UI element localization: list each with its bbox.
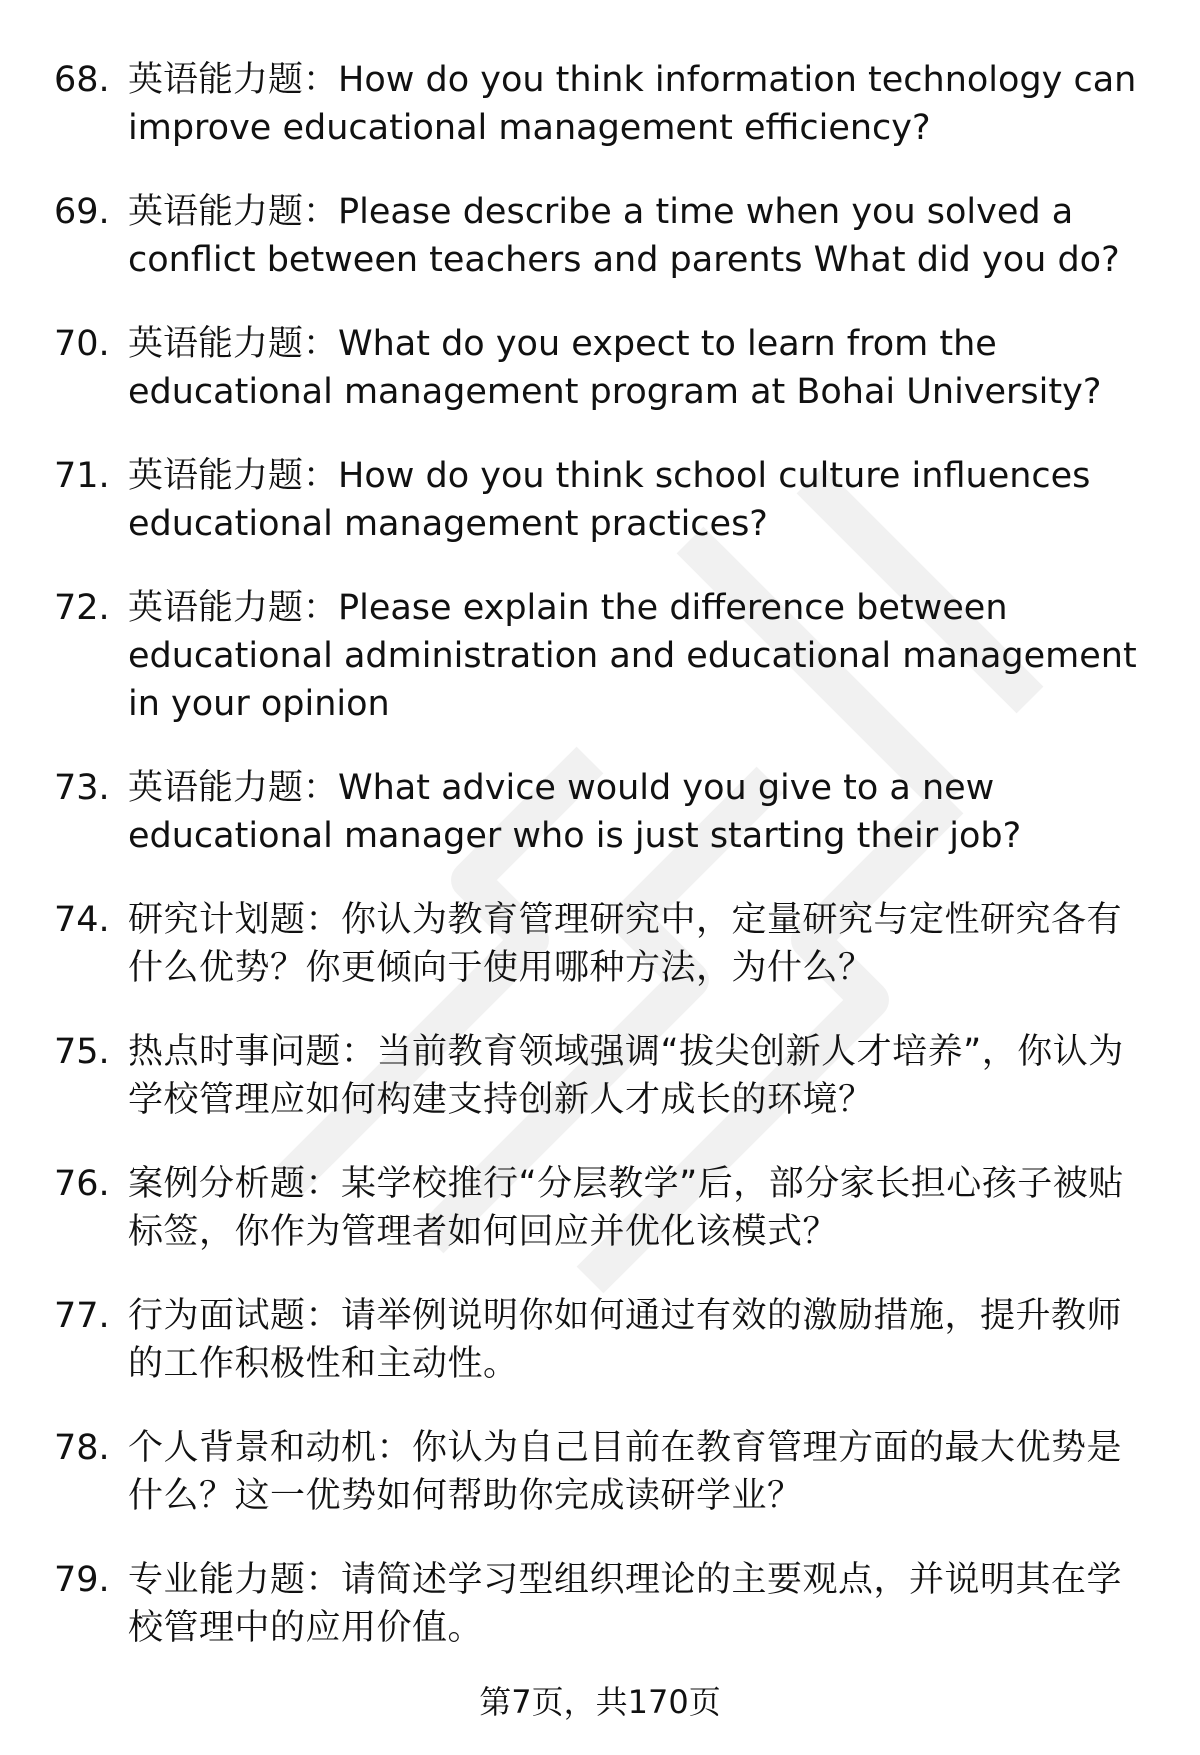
question-text: 英语能力题：How do you think information technology can improve educational management efficiency? xyxy=(128,60,1137,148)
question-list xyxy=(0,56,1200,1688)
question-number: 79. xyxy=(54,1560,110,1600)
question-text: 案例分析题：某学校推行“分层教学”后，部分家长担心孩子被贴标签，你作为管理者如何回应并优化该模式？ xyxy=(128,1164,1124,1252)
question-text: 英语能力题：How do you think school culture influences educational management practices? xyxy=(128,456,1091,544)
question-number: 72. xyxy=(54,588,110,628)
question-number: 74. xyxy=(54,900,110,940)
question-item xyxy=(0,764,1200,860)
question-number: 68. xyxy=(54,60,110,100)
question-text: 英语能力题：Please describe a time when you solved a conflict between teachers and parents What did you do? xyxy=(128,192,1120,280)
question-item xyxy=(0,1424,1200,1520)
question-item xyxy=(0,1556,1200,1652)
question-number: 71. xyxy=(54,456,110,496)
question-item xyxy=(0,320,1200,416)
question-text: 研究计划题：你认为教育管理研究中，定量研究与定性研究各有什么优势？你更倾向于使用哪种方法，为什么？ xyxy=(128,900,1123,988)
question-number: 78. xyxy=(54,1428,110,1468)
question-text: 行为面试题：请举例说明你如何通过有效的激励措施，提升教师的工作积极性和主动性。 xyxy=(128,1296,1123,1384)
question-item xyxy=(0,584,1200,728)
question-item xyxy=(0,56,1200,152)
question-text: 个人背景和动机：你认为自己目前在教育管理方面的最大优势是什么？这一优势如何帮助你完成读研学业？ xyxy=(128,1428,1123,1516)
question-text: 英语能力题：What do you expect to learn from the educational management program at Bohai University? xyxy=(128,324,1102,412)
question-item xyxy=(0,896,1200,992)
question-number: 75. xyxy=(54,1032,110,1072)
question-item xyxy=(0,188,1200,284)
question-text: 专业能力题：请简述学习型组织理论的主要观点，并说明其在学校管理中的应用价值。 xyxy=(128,1560,1123,1648)
page-number-label: 第7页，共170页 xyxy=(479,1683,721,1721)
question-text: 热点时事问题：当前教育领域强调“拔尖创新人才培养”，你认为学校管理应如何构建支持创新人才成长的环境？ xyxy=(128,1032,1124,1120)
question-number: 76. xyxy=(54,1164,110,1204)
question-number: 77. xyxy=(54,1296,110,1336)
question-text: 英语能力题：Please explain the difference between educational administration and educational management in your opinion xyxy=(128,588,1137,724)
question-number: 73. xyxy=(54,768,110,808)
page-footer xyxy=(0,1680,1200,1724)
question-item xyxy=(0,452,1200,548)
question-item xyxy=(0,1160,1200,1256)
question-item xyxy=(0,1028,1200,1124)
question-number: 70. xyxy=(54,324,110,364)
question-text: 英语能力题：What advice would you give to a new educational manager who is just starting their job? xyxy=(128,768,1022,856)
question-number: 69. xyxy=(54,192,110,232)
question-item xyxy=(0,1292,1200,1388)
